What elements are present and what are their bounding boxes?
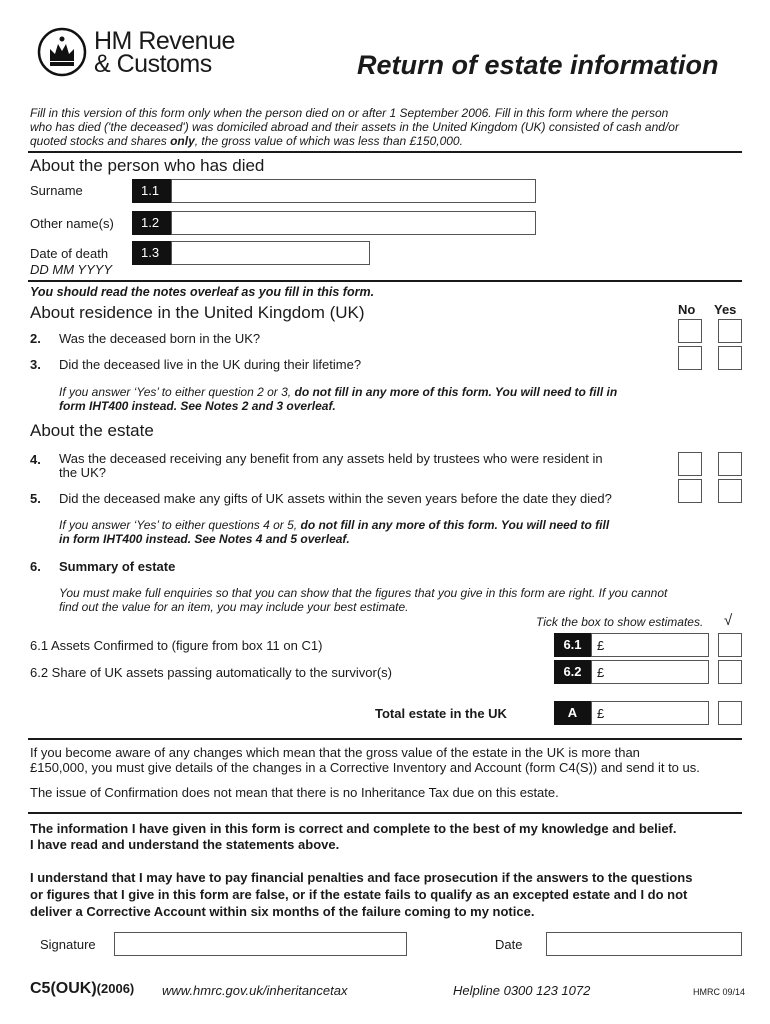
declaration-block-2: [30, 869, 692, 920]
surname-label: Surname: [30, 183, 83, 198]
section-heading-estate: About the estate: [30, 421, 154, 440]
q3-yes-checkbox[interactable]: [718, 346, 742, 370]
total-estate-amount[interactable]: [591, 701, 709, 725]
date-of-death-input[interactable]: [171, 241, 370, 265]
date-label: Date: [495, 937, 523, 952]
date-of-death-label: Date of death: [30, 246, 109, 261]
divider: [28, 812, 742, 814]
enquiries-line1: You must make full enquiries so that you can show that the figures that you give in this form are right. If you cannot: [59, 586, 668, 600]
box-number-6-1: 6.1: [554, 633, 591, 657]
declaration-block-1: [30, 821, 677, 853]
date-input[interactable]: [546, 932, 742, 956]
footer-helpline: Helpline 0300 123 1072: [453, 983, 591, 998]
q4-text: [59, 452, 603, 480]
line-6-2-estimate-checkbox[interactable]: [718, 660, 742, 684]
estate-note-c: in form IHT400 instead. See Notes 4 and 5 overleaf.: [59, 532, 350, 546]
residence-note-a: If you answer ‘Yes’ to either question 2 or 3,: [59, 385, 295, 399]
residence-note-c: form IHT400 instead. See Notes 2 and 3 overleaf.: [59, 399, 336, 413]
surname-input[interactable]: [171, 179, 536, 203]
q4-number: 4.: [30, 452, 41, 467]
notes-instruction: You should read the notes overleaf as you fill in this form.: [30, 285, 375, 299]
q3-number: 3.: [30, 357, 41, 372]
no-column-header: No: [678, 302, 696, 317]
q2-yes-checkbox[interactable]: [718, 319, 742, 343]
q6-heading: Summary of estate: [59, 559, 176, 574]
box-letter-a: A: [554, 701, 591, 725]
q4-no-checkbox[interactable]: [678, 452, 702, 476]
divider: [28, 151, 742, 153]
signature-input[interactable]: [114, 932, 407, 956]
declaration-line3: I understand that I may have to pay financial penalties and face prosecution if the answers to the questions: [30, 870, 693, 885]
box-number-1-1: 1.1: [132, 179, 171, 203]
tick-mark-icon: √: [724, 612, 733, 629]
q3-text: Did the deceased live in the UK during their lifetime?: [59, 357, 362, 372]
intro-line3: [30, 134, 750, 148]
other-names-label: Other name(s): [30, 216, 114, 231]
currency-symbol: £: [597, 706, 605, 721]
q5-no-checkbox[interactable]: [678, 479, 702, 503]
line-6-2-amount[interactable]: [591, 660, 709, 684]
crest-icon: [36, 27, 88, 77]
q5-text: Did the deceased make any gifts of UK assets within the seven years before the date they died?: [59, 491, 612, 506]
q4-text-a: Was the deceased receiving any benefit from any assets held by trustees who were resident in: [59, 451, 603, 466]
q5-yes-checkbox[interactable]: [718, 479, 742, 503]
footer-url: www.hmrc.gov.uk/inheritancetax: [162, 983, 348, 998]
tick-estimates-note: Tick the box to show estimates.: [536, 615, 704, 629]
divider: [28, 280, 742, 282]
divider: [28, 738, 742, 740]
total-estimate-checkbox[interactable]: [718, 701, 742, 725]
form-code-text: C5(OUK): [30, 980, 97, 997]
date-format-hint: DD MM YYYY: [30, 262, 113, 277]
hmrc-logo: [36, 27, 88, 77]
line-6-2-label: 6.2 Share of UK assets passing automatically to the survivor(s): [30, 665, 392, 680]
declaration-line5: deliver a Corrective Account within six months of the failure coming to my notice.: [30, 904, 535, 919]
logo-text-line1: HM Revenue: [94, 27, 235, 55]
q2-no-checkbox[interactable]: [678, 319, 702, 343]
declaration-line1: The information I have given in this form is correct and complete to the best of my knowledge and belief.: [30, 821, 677, 836]
q3-no-checkbox[interactable]: [678, 346, 702, 370]
total-estate-label: Total estate in the UK: [375, 706, 507, 721]
declaration-line2: I have read and understand the statements above.: [30, 837, 340, 852]
yes-column-header: Yes: [714, 302, 737, 317]
logo-text-line2: & Customs: [94, 50, 212, 78]
page-title: Return of estate information: [357, 50, 719, 80]
q2-number: 2.: [30, 331, 41, 346]
form-year: (2006): [96, 981, 135, 996]
estate-note: [59, 518, 679, 546]
form-code: [30, 980, 134, 998]
estate-note-a: If you answer ‘Yes’ to either questions 4 or 5,: [59, 518, 301, 532]
intro-line3a: quoted stocks and shares: [30, 134, 171, 148]
line-6-1-label: 6.1 Assets Confirmed to (figure from box 11 on C1): [30, 638, 323, 653]
section-heading-person: About the person who has died: [30, 156, 265, 175]
intro-line1: Fill in this version of this form only when the person died on or after 1 September 2006. Fill in this form where the person: [30, 106, 669, 120]
estate-note-b: do not fill in any more of this form. You will need to fill: [300, 518, 610, 532]
q5-number: 5.: [30, 491, 41, 506]
box-number-1-3: 1.3: [132, 241, 171, 265]
footer-ref: HMRC 09/14: [693, 987, 746, 997]
line-6-1-amount[interactable]: [591, 633, 709, 657]
residence-note-b: do not fill in any more of this form. You will need to fill in: [294, 385, 618, 399]
residence-note: [59, 385, 679, 413]
currency-symbol: £: [597, 665, 605, 680]
enquiries-note: [59, 586, 749, 614]
q4-text-b: the UK?: [59, 465, 106, 480]
other-names-input[interactable]: [171, 211, 536, 235]
intro-text: [30, 106, 750, 148]
signature-label: Signature: [40, 937, 96, 952]
enquiries-line2: find out the value for an item, you may include your best estimate.: [59, 600, 409, 614]
intro-line2: who has died ('the deceased') was domiciled abroad and their assets in the United Kingdom (UK) consisted of cash and/or: [30, 120, 679, 134]
changes-text: [30, 745, 700, 775]
changes-line1: If you become aware of any changes which mean that the gross value of the estate in the UK is more than: [30, 745, 640, 760]
declaration-line4: or figures that I give in this form are false, or if the estate fails to qualify as an excepted estate and I do not: [30, 887, 688, 902]
box-number-6-2: 6.2: [554, 660, 591, 684]
currency-symbol: £: [597, 638, 605, 653]
intro-line3c: , the gross value of which was less than £150,000.: [194, 134, 463, 148]
intro-only: only: [170, 134, 195, 148]
q4-yes-checkbox[interactable]: [718, 452, 742, 476]
box-number-1-2: 1.2: [132, 211, 171, 235]
section-heading-residence: About residence in the United Kingdom (UK): [30, 303, 365, 322]
changes-line2: £150,000, you must give details of the changes in a Corrective Inventory and Account (form C4(S)) and send it to us.: [30, 760, 700, 775]
q2-text: Was the deceased born in the UK?: [59, 331, 261, 346]
line-6-1-estimate-checkbox[interactable]: [718, 633, 742, 657]
q6-number: 6.: [30, 559, 41, 574]
confirmation-note: The issue of Confirmation does not mean that there is no Inheritance Tax due on this estate.: [30, 785, 559, 800]
